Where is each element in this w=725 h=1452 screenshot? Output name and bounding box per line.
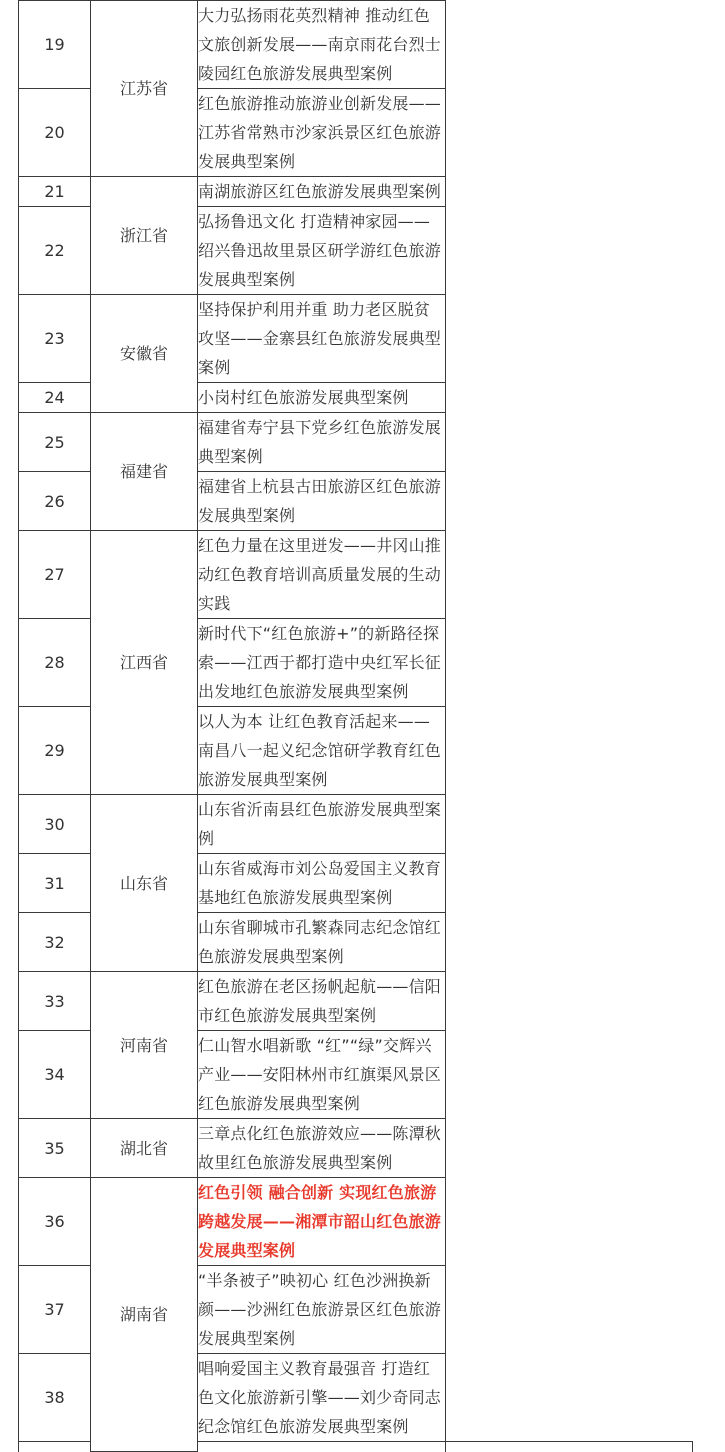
case-number: 32 xyxy=(19,913,91,972)
case-title: 山东省聊城市孔繁森同志纪念馆红色旅游发展典型案例 xyxy=(198,913,446,972)
case-number: 33 xyxy=(19,972,91,1031)
case-number: 34 xyxy=(19,1031,91,1119)
case-row xyxy=(19,1,693,89)
case-number: 20 xyxy=(19,89,91,177)
case-number: 26 xyxy=(19,472,91,531)
case-number xyxy=(19,1442,91,1452)
case-title xyxy=(445,1442,693,1452)
case-title: 南湖旅游区红色旅游发展典型案例 xyxy=(198,177,446,207)
case-row xyxy=(19,972,693,1031)
case-row xyxy=(19,1119,693,1178)
case-number: 24 xyxy=(19,383,91,413)
case-row xyxy=(19,1178,693,1266)
case-number: 38 xyxy=(19,1354,91,1442)
case-title: 红色旅游推动旅游业创新发展——江苏省常熟市沙家浜景区红色旅游发展典型案例 xyxy=(198,89,446,177)
case-number: 23 xyxy=(19,295,91,383)
case-title: “半条被子”映初心 红色沙洲换新颜——沙洲红色旅游景区红色旅游发展典型案例 xyxy=(198,1266,446,1354)
case-title-highlighted: 红色引领 融合创新 实现红色旅游跨越发展——湘潭市韶山红色旅游发展典型案例 xyxy=(198,1178,446,1266)
case-title: 坚持保护利用并重 助力老区脱贫攻坚——金寨县红色旅游发展典型案例 xyxy=(198,295,446,383)
case-number: 29 xyxy=(19,707,91,795)
case-title: 红色力量在这里迸发——井冈山推动红色教育培训高质量发展的生动实践 xyxy=(198,531,446,619)
case-number: 30 xyxy=(19,795,91,854)
case-title: 山东省威海市刘公岛爱国主义教育基地红色旅游发展典型案例 xyxy=(198,854,446,913)
province-cell: 浙江省 xyxy=(91,177,198,295)
province-cell: 山东省 xyxy=(91,795,198,972)
case-title: 山东省沂南县红色旅游发展典型案例 xyxy=(198,795,446,854)
case-title: 大力弘扬雨花英烈精神 推动红色文旅创新发展——南京雨花台烈士陵园红色旅游发展典型案例 xyxy=(198,1,446,89)
case-title: 三章点化红色旅游效应——陈潭秋故里红色旅游发展典型案例 xyxy=(198,1119,446,1178)
case-number: 21 xyxy=(19,177,91,207)
case-row xyxy=(19,531,693,619)
case-title: 唱响爱国主义教育最强音 打造红色文化旅游新引擎——刘少奇同志纪念馆红色旅游发展典型案例 xyxy=(198,1354,446,1442)
case-number: 22 xyxy=(19,207,91,295)
case-title: 小岗村红色旅游发展典型案例 xyxy=(198,383,446,413)
province-cell: 江苏省 xyxy=(91,1,198,177)
case-title: 福建省寿宁县下党乡红色旅游发展典型案例 xyxy=(198,413,446,472)
case-number: 37 xyxy=(19,1266,91,1354)
case-row xyxy=(19,177,693,207)
case-table-body xyxy=(19,1,693,1452)
province-cell: 河南省 xyxy=(91,972,198,1119)
province-cell xyxy=(198,1442,446,1452)
case-number: 36 xyxy=(19,1178,91,1266)
case-number: 31 xyxy=(19,854,91,913)
case-row xyxy=(19,795,693,854)
province-cell: 福建省 xyxy=(91,413,198,531)
case-number: 19 xyxy=(19,1,91,89)
case-number: 27 xyxy=(19,531,91,619)
province-cell: 安徽省 xyxy=(91,295,198,413)
case-title: 仁山智水唱新歌 “红”“绿”交辉兴产业——安阳林州市红旗渠风景区红色旅游发展典型案例 xyxy=(198,1031,446,1119)
province-cell: 湖北省 xyxy=(91,1119,198,1178)
case-row xyxy=(19,295,693,383)
case-title: 红色旅游在老区扬帆起航——信阳市红色旅游发展典型案例 xyxy=(198,972,446,1031)
case-title: 福建省上杭县古田旅游区红色旅游发展典型案例 xyxy=(198,472,446,531)
case-title: 新时代下“红色旅游+”的新路径探索——江西于都打造中央红军长征出发地红色旅游发展典型案例 xyxy=(198,619,446,707)
case-number: 28 xyxy=(19,619,91,707)
case-row xyxy=(19,413,693,472)
province-cell: 湖南省 xyxy=(91,1178,198,1452)
red-tourism-case-table xyxy=(18,0,693,1452)
province-cell: 江西省 xyxy=(91,531,198,795)
case-number: 35 xyxy=(19,1119,91,1178)
case-number: 25 xyxy=(19,413,91,472)
case-title: 弘扬鲁迅文化 打造精神家园——绍兴鲁迅故里景区研学游红色旅游发展典型案例 xyxy=(198,207,446,295)
case-title: 以人为本 让红色教育活起来——南昌八一起义纪念馆研学教育红色旅游发展典型案例 xyxy=(198,707,446,795)
